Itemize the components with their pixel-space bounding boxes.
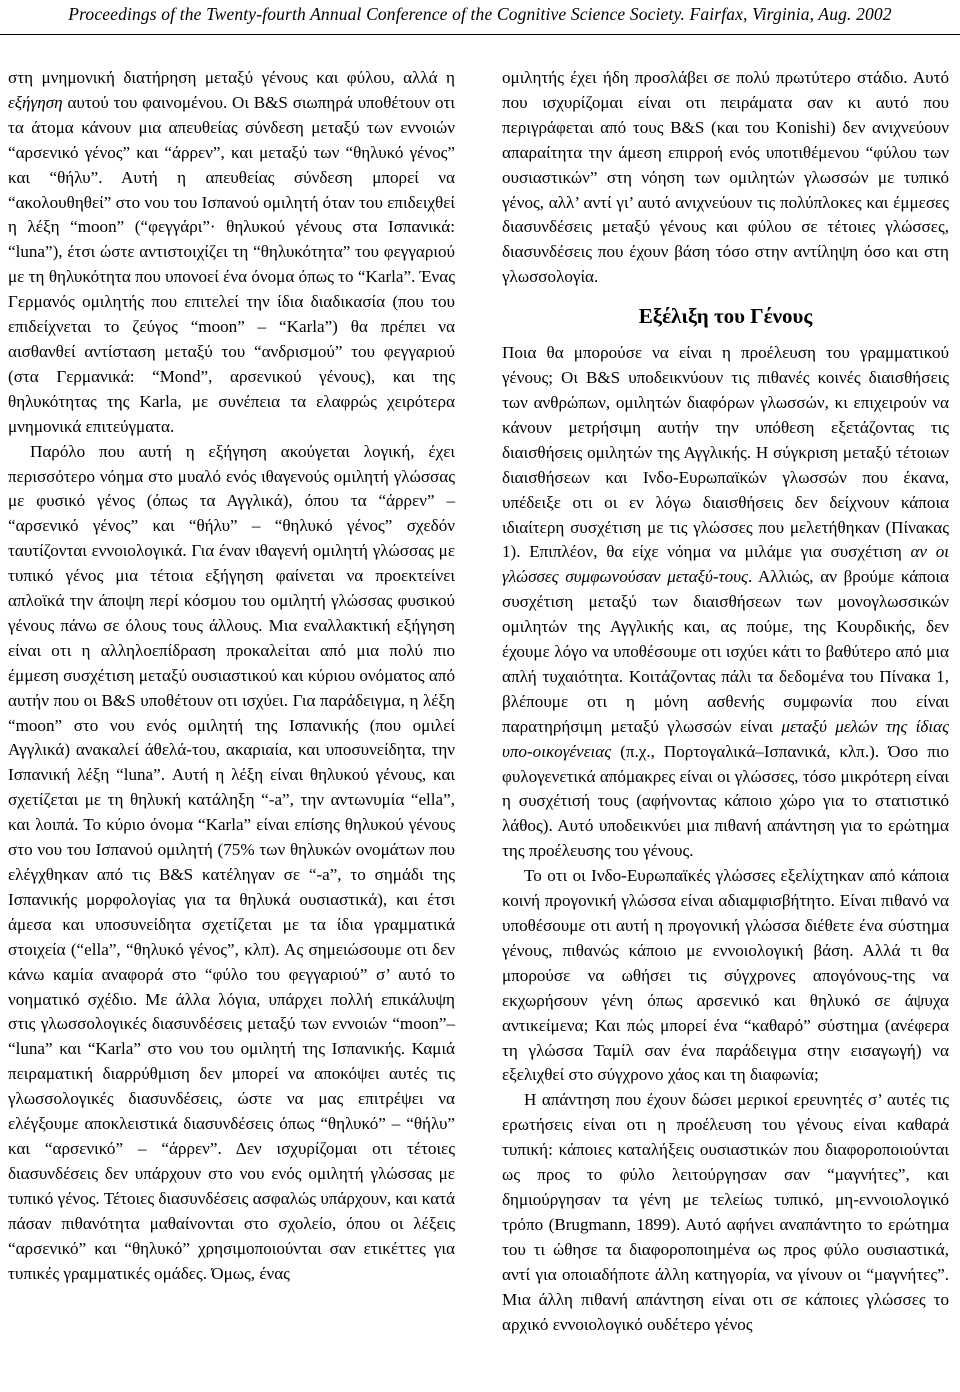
running-header: [0, 0, 960, 35]
right-column: [502, 66, 949, 1337]
text-run: στη μνημονική διατήρηση μεταξύ γένους και φύλου, αλλά η: [8, 68, 455, 87]
left-paragraph-1: [8, 66, 455, 440]
emphasis-text: μεταξύ μελών της ίδιας υπο-οικογένειας: [502, 716, 949, 761]
text-run: Ποια θα μπορούσε να είναι η προέλευση του γραμματικού γένους; Οι B&S υποδεικνύουν τις πιθανές κοινές διαισθήσεις των ανθρώπων, ομιλητών διαφόρων γλωσσών, κι επιχειρούν να κάνουν μετρήσιμη αυτήν την υπόθεση εξετάζοντας τις διαισθήσεις ομιλητών της Αγγλικής. Η σύγκριση μεταξύ τέτοιων διαισθήσεων και Ινδο-Ευρωπαϊκών γλωσσών που έκανα, υπέδειξε οτι οι εν λόγω διαισθήσεις δεν δείχνουν κάποια ιδιαίτερη συσχέτιση με τις γλώσσες που μελετήθηκαν (Πίνακας 1). Επιπλέον, θα είχε νόημα να μιλάμε για συσχέτιση: [502, 343, 949, 562]
left-column: [8, 66, 455, 1286]
text-run: αυτού του φαινομένου. Οι B&S σιωπηρά υποθέτουν οτι τα άτομα κάνουν μια απευθείας σύνδεση μεταξύ των εννοιών “αρσενικό γένος” και “άρρεν”, και μεταξύ των “θηλυκό γένος” και “θήλυ”. Αυτή η απευθείας σύνδεση μπορεί να “ακολουθηθεί” στο νου του Ισπανού ομιλητή όταν του επιδειχθεί η λέξη “moon” (“φεγγάρι”· θηλυκού γένους στα Ισπανικά: “luna”), έτσι ώστε αντιστοιχίζει τη “θηλυκότητα” του φεγγαριού με τη θηλυκότητα που υπονοεί ένα όνομα όπως το “Karla”. Ένας Γερμανός ομιλητής που επιτελεί την ίδια διαδικασία (που του επιδείχνεται το ζεύγος “moon” – “Karla”) θα πρέπει να αισθανθεί αντίσταση μεταξύ του “ανδρισμού” του φεγγαριού (στα Γερμανικά: “Mond”, αρσενικού γένους), και της θηλυκότητας της Karla, με συνέπεια τα ελαφρώς χειρότερα μνημονικά επιτεύγματα.: [8, 92, 455, 436]
left-paragraph-2: Παρόλο που αυτή η εξήγηση ακούγεται λογική, έχει περισσότερο νόημα στο μυαλό ενός ιθαγενούς ομιλητή γλώσσας με φυσικό γένος (όπως τα Αγγλικά), όπου τα “άρρεν” – “αρσενικό γένος” και “θήλυ” – “θηλυκό γένος” σχεδόν ταυτίζονται εννοιολογικά. Για έναν ιθαγενή ομιλητή γλώσσας με τυπικό γένος μια τέτοια εξήγηση φαίνεται να προεκτείνει απλοϊκά την άποψη περί κόσμου του ομιλητή γλώσσας φυσικού γένους πάνω σε όλους τους άλλους. Μια εναλλακτική εξήγηση είναι οτι η αλληλοεπίδραση προκαλείται από μια πολύ πιο έμμεση συσχέτιση μεταξύ ουσιαστικού και κύριου ονόματος από αυτήν που οι B&S υποθέτουν οτι ισχύει. Για παράδειγμα, η λέξη “moon” στο νου ενός ομιλητή της Ισπανικής (που ομιλεί Αγγλικά) ανακαλεί άθελά-του, ακαριαία, και υποσυνείδητα, την Ισπανική λέξη “luna”. Αυτή η λέξη είναι θηλυκού γένους, και σχετίζεται με τη θηλυκή κατάληξη “-a”, την αντωνυμία “ella”, και λοιπά. Το κύριο όνομα “Karla” είναι επίσης θηλυκού γένους στο νου του Ισπανού ομιλητή (75% των θηλυκών ονομάτων που ελέγχθηκαν από τις B&S κατέληγαν σε “-a”, το σημάδι της Ισπανικής μορφολογίας για τα θηλυκά ουσιαστικά), και έτσι άμεσα και υποσυνείδητα σχετίζεται με τα ίδια γραμματικά στοιχεία (“ella”, “θηλυκό γένος”, κλπ). Ας σημειώσουμε οτι δεν κάνω καμία αναφορά στο “φύλο του φεγγαριού” σ’ αυτό το νοηματικό σχέδιο. Με άλλα λόγια, υπάρχει πολλή επικάλυψη στις γλωσσολογικές διασυνδέσεις μεταξύ των εννοιών “moon”– “luna” και “Karla” στο νου του ομιλητή της Ισπανικής. Καμιά πειραματική διαρρύθμιση δεν μπορεί να αποκόψει αυτές τις γλωσσολογικές διασυνδέσεις, ώστε να μας επιτρέψει να ελέγξουμε αποκλειστικά διασυνδέσεις όπως “θηλυκό” – “θήλυ” και “αρσενικό” – “άρρεν”. Δεν ισχυρίζομαι οτι τέτοιες διασυνδέσεις δεν υπάρχουν στο νου ενός ομιλητή γλώσσας με τυπικό γένος. Τέτοιες διασυνδέσεις ασφαλώς υπάρχουν, και κατά πάσαν πιθανότητα μαθαίνονται στο σχολείο, όπου οι λέξεις “αρσενικό” και “θηλυκό” χρησιμοποιούνται σαν ετικέττες για τυπικές γραμματικές ομάδες. Όμως, ένας: [8, 441, 455, 1283]
right-paragraph-1: ομιλητής έχει ήδη προσλάβει σε πολύ πρωτύτερο στάδιο. Αυτό που ισχυρίζομαι είναι οτι πειράματα σαν κι αυτό που περιγράφεται από τους B&S (και του Konishi) δεν ανιχνεύουν απαραίτητα την άμεση επιρροή ενός υποτιθέμενου “φύλου των ουσιαστικών” στη νόηση των ομιλητών γλωσσών με τυπικό γένος, αλλ’ αντί γι’ αυτό ανιχνεύουν τις πολύπλοκες και έμμεσες διασυνδέσεις μεταξύ γένους και φύλου σε τέτοιες γλώσσες, διασυνδέσεις που έχουν βάση τόσο στην αντίληψη όσο και στη γλωσσολογία.: [502, 68, 949, 287]
text-run: . Αλλιώς, αν βρούμε κάποια συσχέτιση μεταξύ των διαισθήσεων των μονογλωσσικών ομιλητών της Αγγλικής και, ας πούμε, της Κουρδικής, δεν έχουμε λόγο να υποθέσουμε οτι ισχύει κάτι το βαθύτερο από μια απλή τυχαιότητα. Κοιτάζοντας πάλι τα δεδομένα του Πίνακα 1, βλέπουμε οτι η μόνη ασθενής συμφωνία που είναι παρατηρήσιμη μεταξύ γλωσσών είναι: [502, 567, 949, 736]
right-paragraph-3: Το οτι οι Ινδο-Ευρωπαϊκές γλώσσες εξελίχτηκαν από κάποια κοινή προγονική γλώσσα είναι αδιαμφισβήτητο. Είναι πιθανό να υποθέσουμε οτι αυτή η προγονική γλώσσα διέθετε ένα σύστημα γένους, πιθανώς κάποιο με εννοιολογική βάση. Αλλά τι θα μπορούσε να ωθήσει τις σύγχρονες απογόνους-της να εκχωρήσουν γένη όπως αρσενικό και θηλυκό σε άψυχα αντικείμενα; Και πώς μπορεί ένα “καθαρό” σύστημα (ανέφερα τη γλώσσα Ταμίλ σαν ένα παράδειγμα στην εισαγωγή) να εξελιχθεί στο σύγχρονο χάος και τη διαφωνία;: [502, 866, 949, 1085]
text-run: (π.χ., Πορτογαλικά–Ισπανικά, κλπ.). Όσο πιο φυλογενετικά απόμακρες είναι οι γλώσσες, τόσο μικρότερη είναι η συσχέτισή τους (αφήνοντας κάποιο χώρο για το στατιστικό λάθος). Αυτό υποδεικνύει μια πιθανή απάντηση για το ερώτημα της προέλευσης του γένους.: [502, 741, 949, 861]
running-title: Proceedings of the Twenty-fourth Annual Conference of the Cognitive Science Society. Fairfax, Virginia, Aug. 2002: [68, 4, 892, 24]
section-heading: Εξέλιξη του Γένους: [638, 304, 813, 329]
emphasis-text: εξήγηση: [8, 92, 63, 112]
emphasis-text: αν οι γλώσσες συμφωνούσαν μεταξύ-τους: [502, 542, 949, 587]
right-paragraph-4: Η απάντηση που έχουν δώσει μερικοί ερευνητές σ’ αυτές τις ερωτήσεις είναι οτι η προέλευση του γένους είναι καθαρά τυπική: κάποιες καταλήξεις ουσιαστικών που διαφοροποιούνται ως προς το φύλο λειτούργησαν σαν “μαγνήτες”, και δημιούργησαν τα γένη με τελείως τυπικό, μη-εννοιολογικό τρόπο (Brugmann, 1899). Αυτό αφήνει αναπάντητο το ερώτημα του τι ώθησε τα διαφοροποιημένα ως προς φύλο ουσιαστικά, αντί για οποιαδήποτε άλλη κατηγορία, να γίνουν οι “μαγνήτες”. Μια άλλη πιθανή απάντηση είναι οτι σε κάποιες γλώσσες το αρχικό εννοιολογικό ουδέτερο γένος: [502, 1090, 949, 1334]
right-paragraph-2: [502, 341, 949, 864]
